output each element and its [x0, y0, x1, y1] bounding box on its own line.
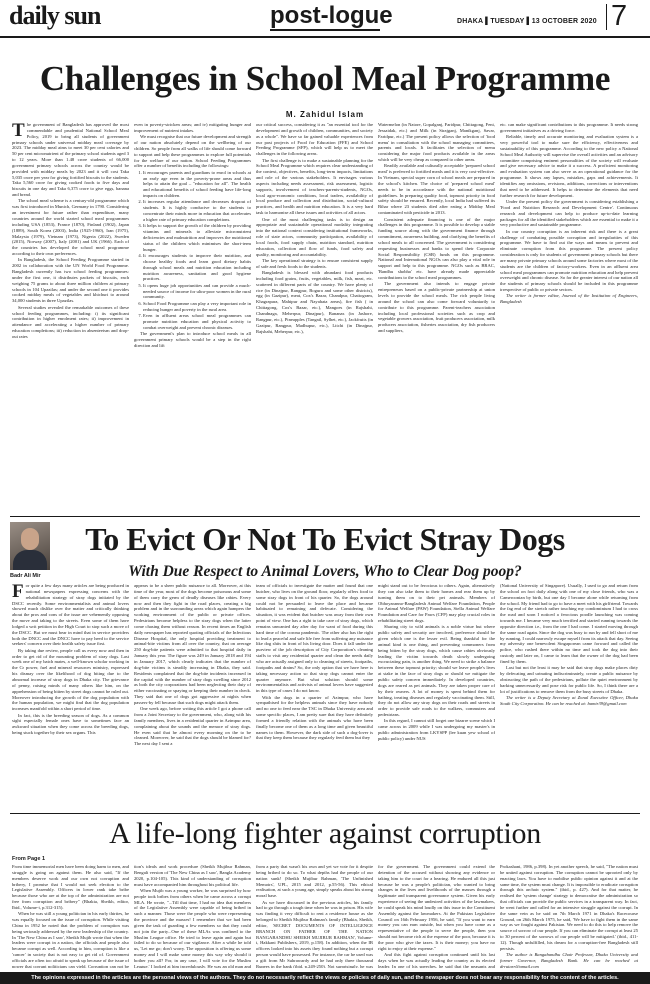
author-photo-caption: Badr Ali Mir — [10, 573, 41, 579]
section-underline — [270, 29, 380, 31]
article2-author-bio: The writer is a Deputy Secretary at Zonal Executive Officer, Dhaka South City Corporation. He can be reached at: bamir39@gmail.com — [500, 695, 638, 706]
article3-author-bio: The author is Bangabandhu Chair Professor, Dhaka University and former Governor, Bangladesh Bank. He can be reached at drrutarr@gmail.com — [500, 952, 638, 968]
article3-paragraph: When Mujib was a young worker, he was surprised by how people took bribes from others when he came across a corrupt MLA. He wrote, "...Till that time, I had no idea that members of the Legislative Assembly were capable of being bribed in such a manner. Those were the people who were representing the province and the masses! I remember that we had been given the task of guarding a few members so that they could not join the party...One of these MLAs was confined to the Muslim League office. He tried to leave again and again but failed to do so because of our vigilance. After a while he told us, 'Let me go; don't worry. The opposition is offering us some money and I will make some money this way why should it bother you all? For, in any case, I will vote for the Muslim League.' I looked at him incredulously. He was an old man and — [134, 887, 251, 968]
article2-paragraph: In this regard, I cannot still forget one bizarre scene which I came across in 2009 while I was undergoing my master's in public administration from LKYSPP (lee kuan yew school of public policy) under NUS — [378, 718, 495, 741]
article1-paragraph: even in poverty-stricken areas; and iv) mitigating hunger and improvement of nutrient intakes. — [134, 122, 251, 133]
page-number: 7 — [611, 0, 628, 32]
article3-paragraph: Prokashani, 1986, p.398). In yet another speech, he said, "The nation must be united against corruption. The corruption cannot be uprooted only by enacting laws. You have to mobilise public opinion against it and at the same time, the system must change. It is impossible to eradicate corruption through this archaic system." (ibid., p. 427). And for that matter, he realised the 'system change' strategy to democratise the administration so that officials can provide the public services in a transparent way. In fact, he went further and called for an intensive struggle against the corrupt. In the same vein as he said on 7th March 1971 in Dhaka's Racecourse Ground, on 26th March 1975, he said, 'We have to fight them in the same way as we fought against Pakistan. We need to do this to help remove the source of sorrow of our people. If you can eliminate the corrupt at least 25 to 30 percent of the sorrows of our people will be mitigated.' (ibid., 411-12). Though unfulfilled, his dream for a corruption-free Bangladesh still persists. — [500, 864, 638, 951]
article3-paragraph: for the government. The government could extend the detention of the accused without showing any evidence or taking him to the court for a hearing. He endured all this just because he was a people's politician, who wanted to bring changes in the lives and livelihoods of the masses through a legitimate and transparent governance system. Given his early experience of seeing the undesired activities of the lawmakers, he could speak his mind loudly on this issue in the Constituent Assembly against the lawmakers. At the Pakistan Legislative Council on 16th February 1956, he said, "If you want to earn money you can earn outside, but when you have come as a representative of the people to serve the people, then you should not become rich at the expense of the poor, because it is the poor who give the taxes. It is their money; you have no right to enjoy at their expense." — [378, 864, 495, 951]
list-item: 3. It helps to support the growth of the children by providing vitamins and minerals to alleviate micronutrient deficiencies and malnutrition and improves the nutritional status of the children which minimises the short-term hunger. — [143, 223, 251, 252]
article2-paragraph: One week ago, before writing this article I got a phone call from a Joint Secretary to the government, who, along with his family members, lives in a residential quarter in Azimpur area, complaining about the sounds and the menace of stray dogs. He even said that he almost every morning on the to be cleaned. Moreover, he said that the dogs should be blamed for? The next day I sent a — [134, 706, 251, 747]
article1-paragraph: In our country corruption is an inherent risk and there is a great challenge of combating possible corruption and irregularities of this programme. We have to find out the ways and means to prevent and eliminate corruption from this programme. The present policy consideration is only for students of government primary schools but there are many private primary schools around some factories where most of the students are the children of factory-workers. Even in an affluent area school meal programmes can promote nutrition education and help prevent overweight and chronic disease. So for the greater interest of our nation all the students of primary schools should be included in this programme irrespective of public or private sectors. — [500, 228, 638, 293]
masthead — [0, 0, 650, 38]
article2-column-2 — [134, 583, 251, 808]
article1-benefits-list — [134, 170, 251, 331]
article1-paragraph: Reliable, timely and accurate monitoring and evaluation system is a very powerful tool to make sure the efficiency, effectiveness and sustainability of this programme. According to the new policy a National School Meal Authority will supervise the overall activities and an advisory committee comprising eminent personalities of the society will evaluate and give necessary advice to make it a success. A proficient monitoring and evaluation system can also serve as an operational guidance for the programme. It shows any lapses, mistakes, gaps and achievements. It identifies any omissions, revisions, additions, corrections or interventions that need to be addressed. It helps to determine the elements that need further research for future development. — [500, 134, 638, 198]
section-divider — [10, 813, 640, 814]
article3-paragraph: And this fight against corruption continued until his last days when he was actually leading the country as its elected leader. In one of his speeches, he said that the peasants and — [378, 952, 495, 968]
article1-paragraph: The government's plan to introduce school meals in all government primary schools would be a step in the right direction and lift — [134, 331, 251, 348]
article2-column-5 — [500, 583, 638, 808]
article1-paragraph: The first challenge is to make a sustainable planning for the School Meal Programme which requires clear understanding of the context, objectives, benefits, long-term impacts, limitations and role of the various stakeholders. It envisages various aspects including needs assessment, risk assessment, logistic supports, involvement of teachers-parents-students, NGOs, local agro-economic conditions, local traders, availability of local produce and collection and distribution, social-cultural practices, and health and nutrition education. It is a very hard task to harmonise all these issues and activities of all actors. — [256, 157, 373, 216]
article2-paragraph: (National University of Singapore). Usually, I used to go and return from the school on foot daily along with one of my close friends, who was a Cameroonian by birth, but one day I became alone while returning from the school. My friend had to go to have a meet with his girlfriend. Towards the fag end of the stretch rather touching my condominium I had to cross the road and soon I noticed a ferocious poodle launching was coming towards me. I became very much terrified and started running towards the opposite direction i.e., from the one I had come. I started moving through the same road again. Since the dog was busy to run by and fell short of me by running, I could narrowly escape myself from its attack that day. Seeing my adversity one benevolent Singaporean came forward and called the police, who rushed there within no time and took the dog into their custody and later on, I came to learn that the owner of the dog had been fined by them. — [500, 583, 638, 664]
article1-paragraph: In Bangladesh, the School Feeding Programme started in 2002 in collaboration with the UN World Food Programme. Bangladesh currently has two school feeding programmes: under the first one, it distributes packets of biscuits, each weighing 75 grams to about three million children at primary schools in 104 Upazilas; and under the second one it provides cooked midday meals of vegetables and khichuri to around 34,000 students in three Upazilas. — [12, 257, 129, 304]
article3-column-2 — [134, 864, 251, 968]
newspaper-logo: daily sun — [9, 1, 101, 30]
article3-paragraph: As we have discussed in the previous articles, his family had to go through a tough time when he was in prison. His wife was finding it very difficult to rent a residence house as she belonged to Sheikh Mujibur Rahman's family (Bhakta, Sheikh, editor, 'SECRET DOCUMENTS OF INTELLIGENCE BRANCH ON FATHER OF THE NATION BANGABANDHU SHEIKH MUJIBUR RAHMAN', Volume-i, Hakkani Publishers, 2019, p.158). In addition, when the IB officers looked into his assets they found nothing but a corrupt person would have possessed. For instance, the car he used was a gift from Mr Suhrawardy and he had only three thousand Rupees in the bank (ibid, p.249-250). Not surprisingly, he was — [256, 899, 373, 968]
article1-paragraph: our critical success, considering it as "an essential tool for the development and growth of children, communities, and society as a whole". We have so far gained valuable experiences from our past projects of Food for Education (FFE) and School Feeding Programme (SFP), which will help us to meet the challenges in the following areas. — [256, 122, 373, 157]
article2-paragraph: In fact, this is the breeding season of dogs. As a common sight especially female ones have to sometimes face an awkward situation when they come across the breeding dogs, being stuck together by their sex organs. This — [12, 712, 129, 736]
article2-column-1 — [12, 583, 129, 808]
article2-column-3 — [256, 583, 373, 808]
article1-paragraph: One of the most challenging tasks is to design an appropriate and sustainable operational modality integrating into the national context considering institutional frameworks, role of state actors, community participation, availability of local foods, food supply chain, nutrition standard, nutrition education, collection and flow of funds, food safety and quality, monitoring and accountability. — [256, 216, 373, 257]
article1-paragraph: The school meal scheme is a century-old programme which was first introduced in Munich, Germany in 1790. Considering an investment for future rather than expenditure, many countries around the world started school meal programmes including USA (1853), France (1870), Finland (1902), Japan (1889), South Korea (2003), India (1925-1960), Iran (1975), Malaysia (1979), Vietnam (1973), Nigeria (2022), Sweden (2015), Norway (2007), Italy (2001) and UK (1966). Each of the countries has developed the school meal programme according to their own preferences. — [12, 198, 129, 257]
list-item: 6. School Food Programme can play a very important role in reducing hunger and poverty in the rural area. — [143, 301, 251, 313]
article1-column-1 — [12, 122, 129, 512]
article2-paragraph: For quite a few days many articles are being produced in national newspapers expressing concerns with the rehabilitation strategy of stray dogs initiated by the DSCC recently. Some environmentalists and animal lovers showed much dislike over the matter and critically thinking about the pros and cons of the issue are vehemently opposing the move and taking to the streets. Even some of them have lodged a writ petition in the High Court to stop such a move of the DSCC. But we must bear in mind that in service providers both the DNCC and the DNCC have to pay heed to the service seekers' concern over their health safety issue first. — [12, 583, 129, 647]
list-item: 4. It encourages students to improve their nutrition, and choose healthy foods and learn good dietary habits through school meals and nutrition education including nutrition awareness, sanitation and good hygiene practices. — [143, 253, 251, 282]
article1-drop-cap: T — [12, 122, 25, 141]
article1-paragraph: Several studies revealed the remarkable outcomes of these school feeding programmes, including: i) its significant contribution in higher enrolment rates; ii) improvement in attendance and accelerating a higher number of primary education completions; iii) reduction in absenteeism and drop-out rates — [12, 304, 129, 339]
article1-paragraph: The key operational strategy is to ensure consistent supply of safe and fresh foods to the students. — [256, 257, 373, 269]
article1-paragraph: etc. can make significant contributions to this programme. It needs strong government initiatives as a driving force. — [500, 122, 638, 133]
list-item: 2. It increases regular attendance and decreases dropout of students. It is highly conducive to the students to concentrate their minds more in education that accelerates a higher rate of primary education completions. — [143, 199, 251, 222]
article3-paragraph: tion's ideals and work procedure (Sheikh Mujibur Rahman, Bengali version of 'The New China as I saw', Bangla Academy 2020, p.104-105). This kind of understanding of corruption must have accompanied him throughout his political life. — [134, 864, 251, 887]
article1-column-5 — [500, 122, 638, 512]
article3-paragraph: When he was still a young politician in his early thirties, he was equally focused on the issue of corruption. While visiting China in 1952 he noted that the problem of corruption was being seriously addressed by the new leadership of the country. In 'The New China as I saw', Sheikh Mujib wrote that when the leaders were corrupt in a nation, the officials and people also became corrupt as well. According to him, corruption is like a 'cancer' in society that is not easy to get rid of. Government officials are often too afraid to speak up because of the issue of power that corrupt politicians can yield. Corruption can not be — [12, 911, 129, 968]
article2-paragraph: Last but not the least it may be said that stray dogs make places dirty by defecating and urinating indiscriminately, create a public nuisance by obstructing the path of the pedestrians, pollute the quiet environment by barking unnecessarily and pose risk for public life. So, I think there are a lot of justifications to remove them from the busy streets of Dhaka. — [500, 665, 638, 694]
list-item: 1. It encourages parents and guardians to enrol in schools at an early age even in the poverty-prone areas and thus helps to attain the goal – "education for all". The health and educational benefits of school feeding have life-long impacts on children. — [143, 170, 251, 199]
article1-paragraph: We must recognise that our future development and strength of our nation absolutely depend on the wellbeing of our children. So people from all walks of life should come forward to support and help these programmes to explore full potentials for the welfare of our nation. School Feeding Programmes offer a number of benefits including the followings: — [134, 134, 251, 169]
article3-column-4 — [378, 864, 495, 968]
article2-paragraph: team of officials to investigate the matter and found that one butcher, who lives on the ground floor, regularly offers food to some stray dogs in front of his quarter. So, the dogs around could not be persuaded to leave the place and became habituated to remaining and defecate. Considering the situation, it was evident that butcher was away from their own point of view. One has a right to take care of stray dogs, which remains unwanted day after day for want of food during this hard time of the corona pandemic. The other also has the right to lead a peaceful and safe life free from suffering any nuisance like dog shits in front of his living door. Does it fall under the purview of the job description of City Corporation's cleaning staffs to visit any residential quarter and clean the needs daily who are actually assigned only to cleaning of streets, footpaths, footpaths and drains? So, the only option that we have here is taking necessary action so that stray dogs cannot enter the quarter anymore. But what solution should some environmentalists and activists of animal lovers have suggested in this type of cases I do not know. — [256, 583, 373, 694]
article1-paragraph: Readily available and culturally acceptable 'prepared school meal' is preferred to fortified meals and it is very cost-effective. In Vietnam, special super corn of school meals are prepared in the school's kitchen. The choice of 'prepared school meal' needs to be in accordance with the national nutritional guidelines. In preparing quality food, topmost priority in food safety should be ensured. Recently, local India had suffered its Bihar where 23 students died after eating a Midday Meal contaminated with pesticide in 2013. — [378, 163, 495, 216]
article1-paragraph: The government also intends to engage private entrepreneurs based on a public-private partnership at union levels to provide the school meals. The rich people living around the school can also come forward voluntarily to contribute to this programme. Parent-teachers association including local professional societies such as crop and vegetable growers association, fruit producers association, milk producers association, fisheries association, dry fish producers and suppliers, — [378, 281, 495, 334]
article2-headline: To Evict Or Not To Evict Stray Dogs — [85, 521, 565, 557]
article1-paragraph: Bangladesh is blessed with abundant food products including food grains, fruits, vegetables, milk, fish, meat, etc. scattered in different parts of the country. We have plenty of rice (in Dinajpur, Rangpur, Bogura and some other districts), egg (in Gazipur), meat, Cox's Bazar, Chandpur, Chattogram, Khagrapara, Mahipur and Nayahata areas), fire fish ( in Chittagong, Cox's Bazar, etc.), Mangoes (in Rajshahi, Chandnaga, Meherpur, Dinajpur), Bananas (in Jashore, Rangpur, etc.), Pineapples (Tangail, Sylhet, etc.), Jackfruits (in Gazipur, Rangpur, Madhupur, etc.), Litchi (in Dinajpur, Rajshahi, Meherpur, etc.), — [256, 270, 373, 334]
article1-paragraph: Consistent adequate financing is one of the major challenges in this programme. It is possible to develop a stable funding source along with the government finance through commitment, awareness building, and clarifying the benefits of school meals to all concerned. The government is considering requesting businesses and banks to spend their Corporate Social Responsibility (CSR) funds on this programme. National and International NGOs can also play a vital role in support and help to this programme. NGOs such as BRAC, 'Bandhu shobha' etc. have already made appreciable contributions to the school meal programmes. — [378, 216, 495, 280]
section-title: post-logue — [270, 2, 393, 29]
disclaimer-footer: The opinions expressed in the articles are the personal views of the authors. They do not necessarily reflect the views or policies of daily sun, and the newspaper does not bear any responsibility for the content of the articles. — [0, 972, 650, 984]
article1-headline: Challenges in School Meal Programme — [39, 59, 611, 98]
article2-subheadline: With Due Respect to Animal Lovers, Who to Clear Dog poop? — [128, 563, 522, 580]
list-item: 7. Even in affluent areas school meal programmes can promote nutrition education and physical activity to combat overweight and prevent chronic diseases. — [143, 313, 251, 331]
article1-column-2 — [134, 122, 251, 512]
article2-paragraph: With the dogs in a quarter of Azimpur, who have sympathised for the helpless animals since they have nobody and no one to feed near the TSC in Dhaka University area and some specific places, I am pretty sure that they have definitely formed a friendly relation with the animals who have been finally become one of them as a long time and given beautiful names to them. However, the dark side of such a dog-lover is that they keep them because they regularly feed them but they — [256, 694, 373, 741]
article1-author-bio: The writer is former editor, Journal of the Institution of Engineers, Bangladesh — [500, 293, 638, 305]
article1-paragraph: Watermelon (in Natore, Gopalganj, Faridpur, Chittagong, Feni, Jessaidak, etc.) and Milk (in Sirajganj, Manikganj, Savar, Faridpur, etc.) The present policy allows the selection of 'food menu' in consultation with the school managing committees, parents and locals. It facilitates the selection of menu considering the major food products available in the areas which will be very cheap as compared to other areas. — [378, 122, 495, 163]
article3-paragraph: from a party that wasn't his own and yet we vote for it despite being bribed to do so. To what depths had the people of our nation sunk! (Sheikh Mujibur Rahman, 'The Unfinished Memoirs', UPL, 2015 and 2012, p.55-56). This ethical realisation, at such a young age, simply speaks about his strong moral base. — [256, 864, 373, 899]
article1-paragraph: The government of Bangladesh has approved the most commendable and prudential National School Meal Policy, 2019 to bring all students of government primary schools under universal midday meal coverage by 2023. The midday meal aims to meet 30 per cent calories and 50 per cent micronutrient of the primary school students aged 3 to 12 years. More than 1.48 crore students of 66,000 government primary schools across the country would be provided with midday meals by 2023 and it will cost Taka 5,035 crore per year for giving fortified biscuits to the students. Taka 5,560 crore for giving cooked foods to five days and biscuits in one day and Taka 6,375 crore to give eggs, banana and bread. — [12, 122, 129, 198]
article2-paragraph: Sharing city to wild animals is a noble virtue but where public safety and security are involved, preference should be given which one is the lesser evil. Being thankful for the animal kind is one thing, and preventing commoners from being bitten by the stray dogs, which cause rabies obviously leading the victim towards death slowly undergoing excruciating pain, is another thing. We need to strike a balance between these topmost priority; should we leave people's lives at stake in the face of stray dogs or should we mitigate the public safety concern immediately. In developed countries, dogs are reared as pet animals. They are taken proper care of by their owners. A lot of money is spent behind them for bathing, treating diseases and regularly vaccinating them. Still, they do not allow any stray dogs on their roads and streets in order to provide safe roads to the walkers, commuters and pedestrians. — [378, 624, 495, 718]
section-divider — [10, 516, 640, 517]
article3-jump-label: From Page 1 — [12, 856, 46, 862]
article2-column-4 — [378, 583, 495, 808]
article2-paragraph: appears to be a sheer public nuisance to all. Moreover, at this time of the year, most of the dogs become poisonous and some of them carry the germ of deadly diseases like rabies. Every now and then they fight in the road places, creating a big problem and in the surrounding areas which again hampers the working environment of the public or private offices. Pedestrians become helpless to the stray dogs when the latter come chasing them without reason. In recent times an English daily newspaper has reported quoting officials of the Infectious Disease Hospital, the only hospital providing treatment to animal-bite victims from all over the country, that on average 250 dog-bite patients were admitted to that hospital daily in January this year. The figure was 249 in January 2018 and 194 in January 2017, which clearly indicates that the number of dog-bite victims is steadily increasing in Dhaka, they said. Residents complained that the dog-bite incidents increased in the capital with the number of stray dogs swelling since 2012 as both the city corporations had been neglecting their duty of either vaccinating or spaying or keeping their number in check. They said that one of dogs got aggressive at nights when passers-by fell because that such dogs might attack them. — [134, 583, 251, 705]
article2-drop-cap: F — [12, 583, 24, 602]
article3-paragraph: From time immemorial men have been doing harm to men, and struggle is going on against them. He also said, "If the members deserve work and our own not corruption and bribery, I promise that I would not seek election to the Legislative Assembly. Officers in lower rank take bribe because those who are at the top of the administration are not free from corruption and bribery" (Bhakta, Sheikh, editor, Ibid., Volume-i, p.312-315). — [12, 864, 129, 910]
article3-column-3 — [256, 864, 373, 968]
article1-column-4 — [378, 122, 495, 512]
article1-column-3 — [256, 122, 373, 512]
article1-paragraph: Under the present policy the government is considering establishing a 'Food and Nutrition Research and Development Centre'. Continuous research and development can help to produce up-to-date learning packages for all the identified stakeholders which are essential to make it a very productive and sustainable programme. — [500, 198, 638, 228]
article1-byline: M. Zahidul Islam — [285, 110, 365, 119]
article2-paragraph: By taking due review, people call us every now and then in order to get rid of the mounting problem of stray dogs. Last week one of my batch mates, a well-known scholar working in the Cr power, fuel and mineral resources ministry, expressed his dismay over the likelihood of dog biting due to the abnormal increase of stray dogs in Dhaka city. The grievance of penny, raising minds of many others like him, on the apprehension of being bitten by street dogs cannot be ruled out. Moreover introducing the growth of the dog population with the human population, we might find that the dog population increases manifold within a short period of time. — [12, 647, 129, 712]
dateline: DHAKA ▌TUESDAY ▌13 OCTOBER 2020 — [457, 18, 597, 25]
article2-paragraph: might stand out to be ferocious to others. Again, alternatively they can also take them to their homes and rear them up by turning them on to their pet animals. Members of Obhoyaranno-Bangladesh Animal Welfare Foundation, People for Animal Welfare (PAW) Foundation, Stella Animal Welfare Foundation and Care for Paws (CFP) may play crucial roles in rehabilitating street dogs. — [378, 583, 495, 624]
page-number-divider — [606, 4, 607, 30]
list-item: 5. It opens huge job opportunities and can provide a much-needed source of income for ultra-poor women in the rural community. — [143, 283, 251, 301]
article3-column-1 — [12, 864, 129, 968]
article3-headline: A life-long fighter against corruption — [109, 817, 541, 850]
article3-column-5 — [500, 864, 638, 968]
